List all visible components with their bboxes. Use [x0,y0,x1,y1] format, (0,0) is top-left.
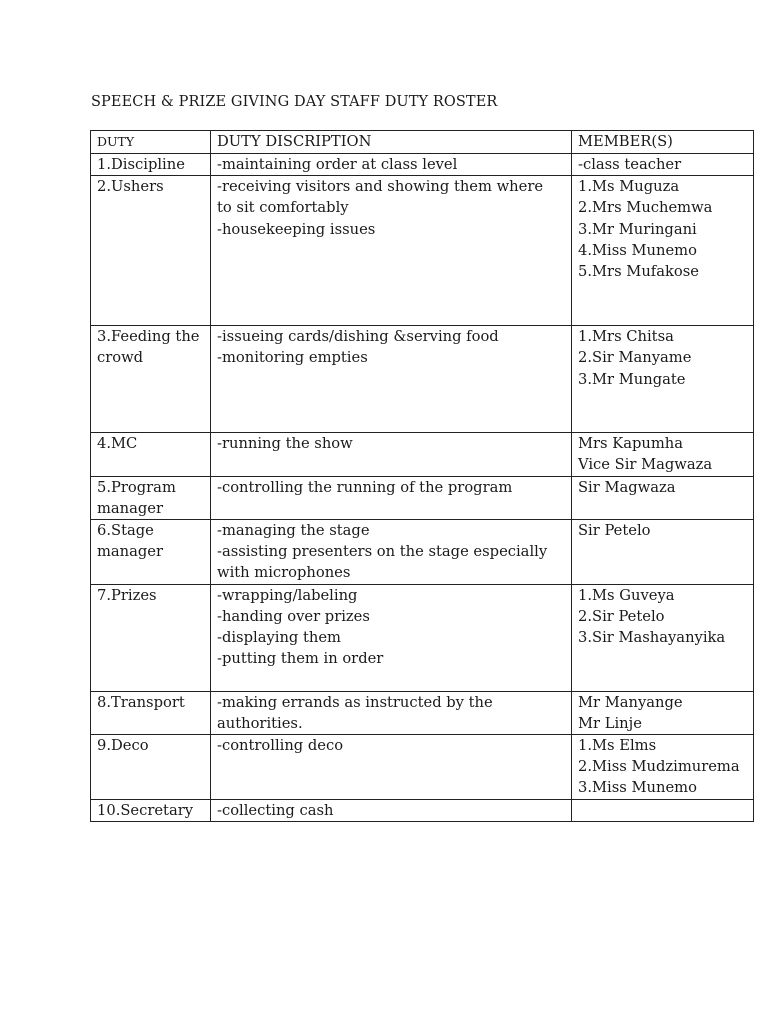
duty-line: 9.Deco [97,737,149,755]
description-line: authorities. [217,714,303,732]
description-line: -assisting presenters on the stage especially [217,543,548,561]
description-cell [211,154,572,176]
members-line: 1.Ms Guveya [578,586,675,604]
duty-roster-table [90,130,754,822]
members-line: Sir Magwaza [578,478,676,496]
duty-line: 2.Ushers [97,178,164,196]
description-cell [211,584,572,691]
description-cell [211,176,572,326]
table-row [91,799,754,821]
duty-cell [91,176,211,326]
table-row [91,691,754,734]
duty-line: crowd [97,349,144,367]
description-line: -controlling deco [217,737,344,755]
members-line: 2.Sir Manyame [578,349,692,367]
members-line: Sir Petelo [578,522,651,540]
description-line: -running the show [217,435,353,453]
header-duty: DUTY [91,131,211,154]
duty-line: 10.Secretary [97,801,194,819]
members-line: 2.Mrs Muchemwa [578,199,713,217]
duty-cell [91,154,211,176]
members-cell [572,584,754,691]
table-row [91,584,754,691]
members-line: 1.Mrs Chitsa [578,328,674,346]
description-line: -handing over prizes [217,607,370,625]
duty-line: 7.Prizes [97,586,157,604]
duty-cell [91,476,211,519]
members-cell [572,476,754,519]
members-line: Vice Sir Magwaza [578,456,713,474]
duty-cell [91,433,211,476]
table-row [91,176,754,326]
description-line: to sit comfortably [217,199,349,217]
duty-line: 1.Discipline [97,156,185,173]
members-line: 3.Sir Mashayanyika [578,629,726,647]
duty-line: 6.Stage [97,522,154,540]
duty-cell [91,735,211,800]
description-line: -issueing cards/dishing &serving food [217,328,499,346]
table-row [91,433,754,476]
members-line: 1.Ms Elms [578,737,657,755]
description-line: -putting them in order [217,650,384,668]
description-cell [211,691,572,734]
duty-line: 5.Program [97,478,176,496]
description-line: -displaying them [217,629,341,647]
duty-cell [91,691,211,734]
table-row [91,154,754,176]
description-line: -controlling the running of the program [217,478,513,496]
description-line: with microphones [217,564,351,582]
members-cell [572,326,754,433]
header-members: MEMBER(S) [572,131,754,154]
description-line: -housekeeping issues [217,220,376,238]
duty-line: manager [97,499,164,517]
description-cell [211,326,572,433]
members-line: 1.Ms Muguza [578,178,680,196]
duty-line: 4.MC [97,435,138,453]
duty-cell [91,326,211,433]
description-cell [211,520,572,585]
description-line: -managing the stage [217,522,370,540]
table-row [91,735,754,800]
description-line: -making errands as instructed by the [217,693,493,711]
members-cell [572,691,754,734]
members-line: Mr Linje [578,714,642,732]
description-line: -receiving visitors and showing them where [217,178,544,196]
members-cell [572,176,754,326]
members-line: 3.Mr Muringani [578,220,697,238]
members-cell [572,735,754,800]
table-header-row [91,131,754,154]
members-cell [572,799,754,821]
members-cell [572,433,754,476]
members-line: 2.Miss Mudzimurema [578,758,740,776]
description-line: -wrapping/labeling [217,586,358,604]
members-line: Mrs Kapumha [578,435,683,453]
members-line: 3.Mr Mungate [578,370,686,388]
description-line: -monitoring empties [217,349,368,367]
description-cell [211,476,572,519]
description-cell [211,799,572,821]
members-line: 2.Sir Petelo [578,607,665,625]
description-cell [211,433,572,476]
members-cell [572,154,754,176]
duty-line: manager [97,543,164,561]
members-line: -class teacher [578,156,682,173]
members-line: 3.Miss Munemo [578,779,697,797]
header-duty-description: DUTY DISCRIPTION [211,131,572,154]
description-line: -maintaining order at class level [217,156,458,173]
table-row [91,476,754,519]
table-body [91,154,754,822]
page-title: SPEECH & PRIZE GIVING DAY STAFF DUTY ROSTER [91,94,498,110]
table-row [91,326,754,433]
members-cell [572,520,754,585]
duty-cell [91,584,211,691]
duty-cell [91,520,211,585]
duty-line: 8.Transport [97,693,185,711]
table-row [91,520,754,585]
members-line: 4.Miss Munemo [578,241,697,259]
duty-cell [91,799,211,821]
description-line: -collecting cash [217,801,334,819]
members-line: Mr Manyange [578,693,683,711]
duty-line: 3.Feeding the [97,328,200,346]
description-cell [211,735,572,800]
members-line: 5.Mrs Mufakose [578,263,699,281]
